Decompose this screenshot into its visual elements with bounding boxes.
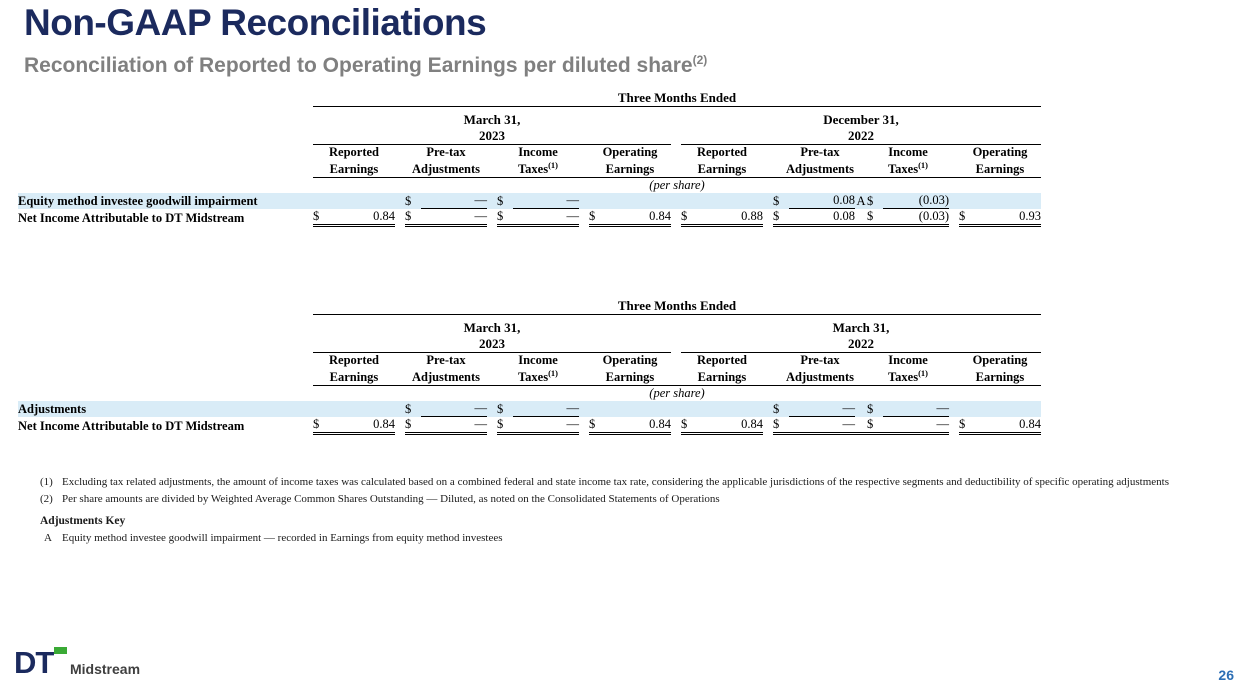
t1-col-3-line1: Operating [602,145,658,159]
dt-midstream-logo [14,647,144,681]
t2-col-2 [497,353,579,385]
t1-col-gap-3 [671,145,681,177]
t2-col-7 [959,353,1041,385]
t2-r0-c1-value: — [421,401,487,417]
t2-r0-c5-dollar: $ [773,401,780,416]
t2-r0-gap1 [487,401,497,417]
t1-r0-gap3 [671,193,681,209]
t2-r0-c3-value [605,401,671,417]
t1-r0-gap0 [395,193,405,209]
t1-group-header-row [18,90,1041,107]
t2-r0-c0-value [329,401,395,417]
t2-pershare-row [18,386,1041,401]
t1-r1-c6-value: (0.03) [883,209,949,226]
t2-r0-c4-dollar [681,401,697,417]
t1-r0-c4-value [697,193,763,209]
t1-col-4-l2: Earnings [697,161,747,176]
t1-col-1-line2 [405,160,487,177]
t1-r0-c3-value [605,193,671,209]
t2-period-right-line1: March 31, [832,319,890,335]
t2-r1-c5-flag [855,417,867,434]
t1-col-2 [497,145,579,177]
page-title: Non-GAAP Reconciliations [24,2,487,43]
t2-r0-c6-dollar: $ [867,401,874,416]
adjustments-key-item-a [40,530,1169,547]
t1-period-left-line2: 2023 [479,127,505,143]
t2-per-share-note: (per share) [649,386,705,401]
t1-period-gap [671,108,681,145]
t1-col-2-l2: Taxes [517,161,549,176]
t2-r1-c6-dollar: $ [867,417,883,434]
t1-group-header: Three Months Ended [617,90,737,105]
adjustments-key-title: Adjustments Key [40,515,126,527]
t1-column-header-row [18,145,1041,177]
t2-r0-c5-flag [855,401,867,417]
t2-col-2-line2 [497,368,579,385]
t2-r0-c7-dollar [959,401,975,417]
logo-dt-text: DT [14,645,54,680]
t1-period-row [18,108,1041,145]
t2-period-right [681,316,1041,353]
t2-r1-c5-value: — [789,417,855,434]
t2-period-left-line1: March 31, [463,319,521,335]
t1-col-6-sup: (1) [918,159,929,170]
t2-pershare-spacer [18,386,313,401]
t2-r1-c2-value: — [513,417,579,434]
t2-col-3-line2 [589,368,671,385]
t1-r0-c1-value: — [421,193,487,209]
t1-r1-c7-dollar: $ [959,209,975,226]
t1-col-5-line1: Pre-tax [800,145,840,159]
t2-col-7-line1: Operating [972,353,1028,367]
t1-period-left [313,108,671,145]
t1-col-0-line1: Reported [329,145,379,159]
t2-r1-c1-dollar: $ [405,417,421,434]
t1-col-5 [773,145,867,177]
t2-period-gap [671,316,681,353]
t2-group-header-row [18,298,1041,315]
t2-col-4-line1: Reported [697,353,747,367]
t2-corner-cell [18,298,313,315]
t1-r1-c1-value: — [421,209,487,226]
t1-r0-c7-value [975,193,1041,209]
t1-r0-c2-dollar: $ [497,193,504,208]
t1-col-gap-6 [949,145,959,177]
page-number: 26 [1218,667,1234,683]
t2-col-7-line2 [959,368,1041,385]
table-row [18,193,1041,209]
t1-colhdr-spacer [18,145,313,177]
t2-r1-c3-dollar: $ [589,417,605,434]
t2-col-2-line1: Income [518,353,558,367]
t2-col-3-l2: Earnings [605,369,655,384]
t1-col-0-l2: Earnings [329,161,379,176]
t2-r1-gap4 [763,417,773,434]
t1-r0-c4-dollar [681,193,697,209]
t1-r0-c6-value: (0.03) [883,193,949,209]
t1-r1-gap4 [763,209,773,226]
logo-tick-icon [54,647,67,654]
t1-r0-gap6 [949,193,959,209]
t2-col-5 [773,353,867,385]
t1-r1-gap6 [949,209,959,226]
t2-row1-label: Net Income Attributable to DT Midstream [18,418,245,433]
t2-r0-c0-dollar [313,401,329,417]
t2-colhdr-spacer [18,353,313,385]
t2-r1-gap3 [671,417,681,434]
t2-r1-gap0 [395,417,405,434]
t1-col-0-line2 [313,160,395,177]
t2-r0-c1-dollar: $ [405,401,412,416]
t1-col-5-line2 [773,160,867,177]
t2-r0-gap6 [949,401,959,417]
t1-pershare-row [18,178,1041,193]
t1-period-right-line1: December 31, [823,111,899,127]
footnote-1-text: Excluding tax related adjustments, the amount of income taxes was calculated based on a combined federal and state income tax rate, considering the applicable jurisdictions of the respective segments and deductibility of specific operating adjustments [62,476,1169,488]
t1-r0-c7-dollar [959,193,975,209]
t1-col-1 [405,145,487,177]
t2-col-5-l2: Adjustments [785,369,855,384]
t1-r1-c2-dollar: $ [497,209,513,226]
t1-col-7-line2 [959,160,1041,177]
t1-r1-c5-flag [855,209,867,226]
t1-col-7 [959,145,1041,177]
t1-r0-c2-value: — [513,193,579,209]
subtitle-footnote-marker: (2) [692,53,708,67]
t2-period-left-line2: 2023 [479,335,505,351]
t2-col-0-line1: Reported [329,353,379,367]
t2-period-right-line2: 2022 [848,335,874,351]
t2-col-1-line1: Pre-tax [426,353,466,367]
t1-r1-gap3 [671,209,681,226]
reconciliation-table-1-wrapper [18,90,1041,227]
t1-r0-c0-dollar [313,193,329,209]
t1-col-7-line1: Operating [972,145,1028,159]
t2-r0-gap4 [763,401,773,417]
t2-r0-c5-value: — [789,401,855,417]
t1-r1-c3-dollar: $ [589,209,605,226]
t2-col-6-sup: (1) [918,367,929,378]
t2-row0-label: Adjustments [18,401,87,416]
t2-r0-c7-value [975,401,1041,417]
t2-r1-c4-dollar: $ [681,417,697,434]
t2-period-row [18,316,1041,353]
page-subtitle [24,53,707,78]
t1-r0-c0-value [329,193,395,209]
t2-r1-c5-dollar: $ [773,417,789,434]
footnote-1-marker: (1) [40,476,53,488]
t2-r1-c3-value: 0.84 [605,417,671,434]
footnote-1 [40,474,1169,491]
t2-r0-gap2 [579,401,589,417]
t2-r1-c1-value: — [421,417,487,434]
t2-col-1-line2 [405,368,487,385]
t1-col-3-line2 [589,160,671,177]
t1-col-1-line1: Pre-tax [426,145,466,159]
t1-period-right [681,108,1041,145]
t1-r1-gap2 [579,209,589,226]
t1-col-6-l2: Taxes [887,161,919,176]
t2-col-gap-0 [395,353,405,385]
t1-r1-c4-value: 0.88 [697,209,763,226]
t2-r1-c7-dollar: $ [959,417,975,434]
t1-col-7-l2: Earnings [975,161,1025,176]
t2-col-5-line2 [773,368,867,385]
logo-midstream-text: Midstream [70,661,141,677]
t1-col-3 [589,145,671,177]
t1-r1-c0-value: 0.84 [329,209,395,226]
t1-col-6-line2 [867,160,949,177]
t1-col-gap-0 [395,145,405,177]
t1-r0-gap2 [579,193,589,209]
subtitle-text: Reconciliation of Reported to Operating Earnings per diluted share [24,54,693,77]
t1-r1-c0-dollar: $ [313,209,329,226]
t2-col-7-l2: Earnings [975,369,1025,384]
t1-col-2-line2 [497,160,579,177]
t1-period-right-line2: 2022 [848,127,874,143]
adjustments-key-item-a-text: Equity method investee goodwill impairment — recorded in Earnings from equity method investees [62,532,503,545]
t2-col-6-line2 [867,368,949,385]
t2-r1-c4-value: 0.84 [697,417,763,434]
t1-r0-c5-flag: A [856,193,866,208]
t2-col-2-l2: Taxes [517,369,549,384]
t2-col-0-line2 [313,368,395,385]
t2-group-header: Three Months Ended [617,298,737,313]
t2-r0-c2-value: — [513,401,579,417]
t1-per-share-note: (per share) [649,178,705,193]
reconciliation-table-1 [18,90,1041,227]
t2-col-1-l2: Adjustments [411,369,481,384]
t2-column-header-row [18,353,1041,385]
t1-col-6 [867,145,949,177]
t1-col-gap-2 [579,145,589,177]
t2-col-gap-3 [671,353,681,385]
t2-r0-c4-value [697,401,763,417]
reconciliation-table-2-wrapper [18,298,1041,435]
t2-col-1 [405,353,487,385]
t1-col-4 [681,145,763,177]
t2-col-5-line1: Pre-tax [800,353,840,367]
t2-col-6-line1: Income [888,353,928,367]
t2-r0-c2-dollar: $ [497,401,504,416]
t1-col-1-l2: Adjustments [411,161,481,176]
t1-r1-gap1 [487,209,497,226]
t1-r0-c1-dollar: $ [405,193,412,208]
t1-r1-c7-value: 0.93 [975,209,1041,226]
t1-period-left-line1: March 31, [463,111,521,127]
t1-r0-gap1 [487,193,497,209]
t2-col-2-sup: (1) [548,367,559,378]
t2-r1-gap2 [579,417,589,434]
t1-row1-label: Net Income Attributable to DT Midstream [18,210,245,225]
t2-col-3 [589,353,671,385]
t1-r1-c5-value: 0.08 [789,209,855,226]
t2-r1-c7-value: 0.84 [975,417,1041,434]
footnote-2-text: Per share amounts are divided by Weighted Average Common Shares Outstanding — Diluted, as noted on the Consolidated Statements of Operations [62,492,720,505]
t1-row0-label: Equity method investee goodwill impairment [18,193,258,208]
t2-col-gap-2 [579,353,589,385]
t2-col-4 [681,353,763,385]
t1-col-gap-4 [763,145,773,177]
t1-col-gap-1 [487,145,497,177]
t2-r1-c6-value: — [883,417,949,434]
t1-r0-c3-dollar [589,193,605,209]
t1-period-spacer [18,108,313,145]
footnote-2-marker: (2) [40,492,53,505]
t2-r0-c6-value: — [883,401,949,417]
t1-r0-c5-value: 0.08 [789,193,855,209]
t1-col-5-l2: Adjustments [785,161,855,176]
t2-col-6-l2: Taxes [887,369,919,384]
t2-col-3-line1: Operating [602,353,658,367]
t1-col-6-line1: Income [888,145,928,159]
reconciliation-table-2 [18,298,1041,435]
adjustments-key-item-a-marker: A [44,532,52,545]
t1-col-0 [313,145,395,177]
t1-r1-c4-dollar: $ [681,209,697,226]
t1-r0-c5-dollar: $ [773,193,780,208]
t2-r0-gap0 [395,401,405,417]
t2-col-gap-1 [487,353,497,385]
footnotes-block [40,474,1169,547]
t2-col-4-l2: Earnings [697,369,747,384]
t2-r1-c0-dollar: $ [313,417,329,434]
t2-r1-gap6 [949,417,959,434]
table-row [18,209,1041,226]
t1-r0-gap4 [763,193,773,209]
t2-col-0 [313,353,395,385]
t1-corner-cell [18,90,313,107]
t1-col-2-line1: Income [518,145,558,159]
t1-col-4-line1: Reported [697,145,747,159]
table-row [18,417,1041,434]
table-row [18,401,1041,417]
t1-r1-gap0 [395,209,405,226]
t2-r0-c3-dollar [589,401,605,417]
t1-r1-c1-dollar: $ [405,209,421,226]
t2-col-gap-4 [763,353,773,385]
t2-r1-c0-value: 0.84 [329,417,395,434]
t2-r1-gap1 [487,417,497,434]
t1-col-3-l2: Earnings [605,161,655,176]
t2-col-gap-6 [949,353,959,385]
footnote-2 [40,491,1169,508]
t2-r1-c2-dollar: $ [497,417,513,434]
t1-col-2-sup: (1) [548,159,559,170]
t2-col-6 [867,353,949,385]
t1-r1-c5-dollar: $ [773,209,789,226]
t2-col-4-line2 [681,368,763,385]
t1-r1-c3-value: 0.84 [605,209,671,226]
t1-r1-c6-dollar: $ [867,209,883,226]
t2-col-0-l2: Earnings [329,369,379,384]
t1-r0-c6-dollar: $ [867,193,874,208]
t1-col-4-line2 [681,160,763,177]
t2-r0-gap3 [671,401,681,417]
t1-r1-c2-value: — [513,209,579,226]
t2-period-spacer [18,316,313,353]
t2-period-left [313,316,671,353]
t1-pershare-spacer [18,178,313,193]
